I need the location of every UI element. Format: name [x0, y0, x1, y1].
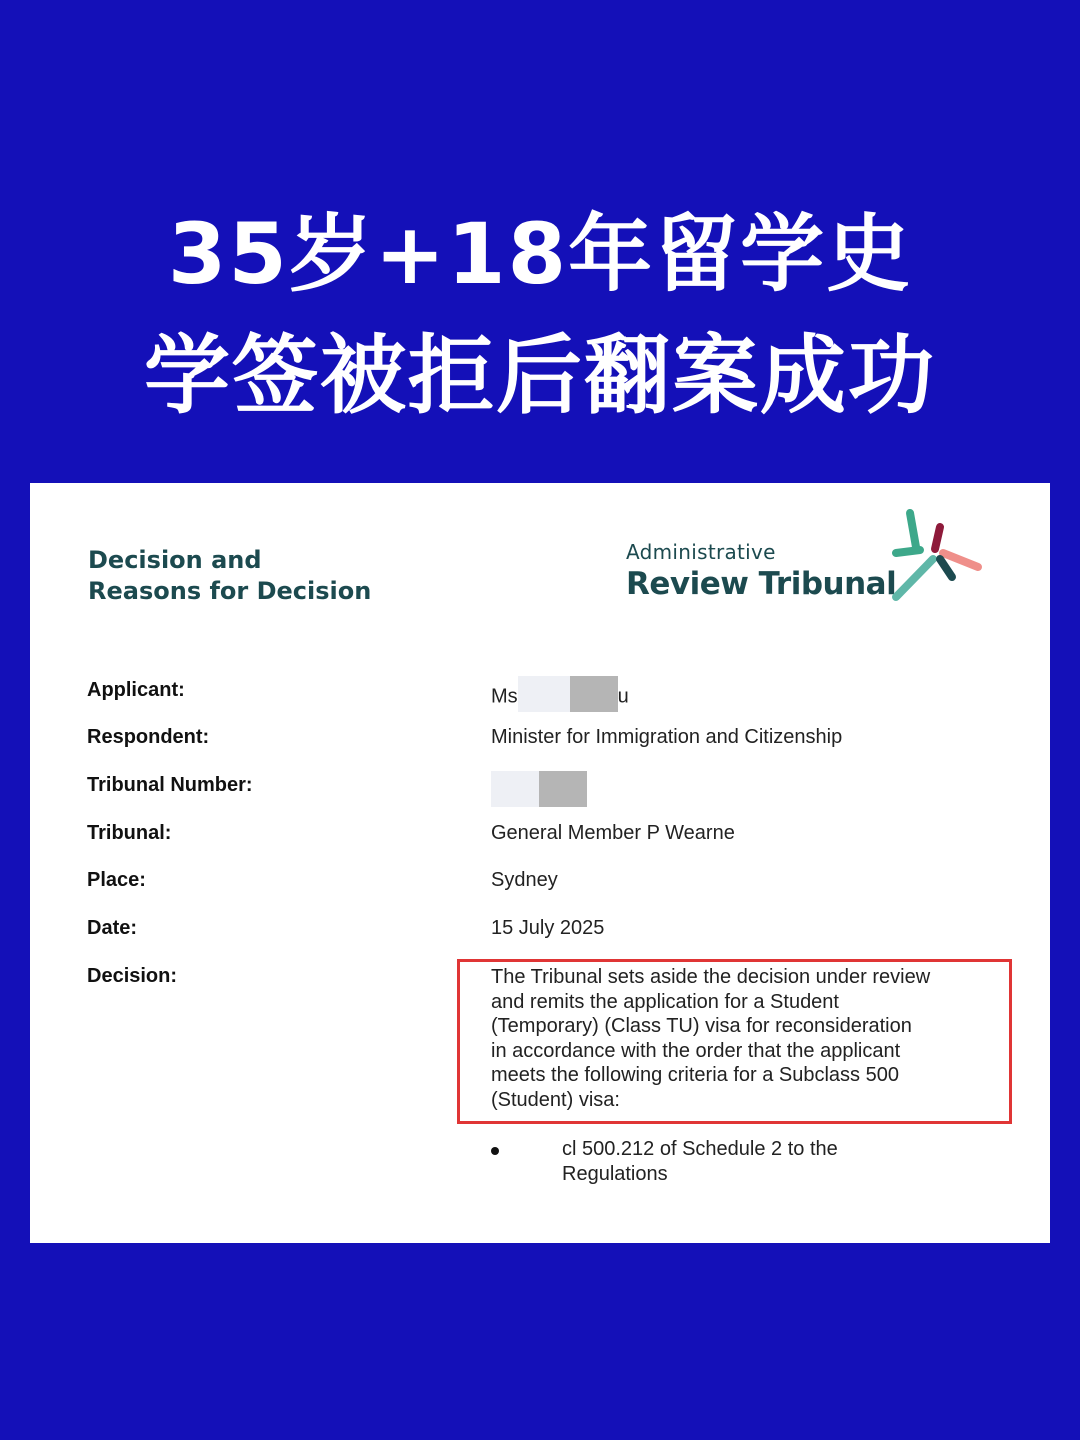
decision-line: in accordance with the order that the applicant [491, 1039, 901, 1062]
decision-text [491, 965, 981, 1113]
redaction-block [518, 676, 570, 712]
applicant-name-prefix: Ms [491, 685, 518, 708]
bullet-icon [491, 1147, 499, 1155]
decision-line: meets the following criteria for a Subclass 500 [491, 1064, 899, 1087]
criteria-line-2: Regulations [562, 1162, 668, 1185]
document-title [88, 545, 371, 607]
decision-criteria-item [562, 1137, 892, 1186]
redaction-block [570, 676, 618, 712]
tribunal-logo-text [626, 539, 896, 603]
tribunal-number-row [30, 774, 1050, 804]
headline-line-2: 学签被拒后翻案成功 [144, 326, 936, 426]
art-tribunal-logo-icon [888, 507, 988, 612]
logo-line-1: Administrative [626, 540, 776, 564]
redaction-block [539, 771, 587, 807]
applicant-name-suffix: u [617, 685, 629, 708]
decision-label: Decision: [87, 965, 178, 987]
redaction-block [491, 771, 539, 807]
decision-line: (Student) visa: [491, 1088, 620, 1111]
respondent-value: Minister for Immigration and Citizenship [491, 726, 843, 748]
place-row [30, 869, 1050, 899]
applicant-value [491, 679, 629, 715]
tribunal-value: General Member P Wearne [491, 822, 735, 844]
tribunal-label: Tribunal: [87, 822, 172, 844]
criteria-line-1: cl 500.212 of Schedule 2 to the [562, 1138, 838, 1160]
date-row [30, 917, 1050, 947]
document-title-line-1: Decision and [88, 546, 262, 574]
decision-line: The Tribunal sets aside the decision under review [491, 966, 931, 988]
tribunal-row [30, 822, 1050, 852]
decision-line: (Temporary) (Class TU) visa for reconsideration [491, 1015, 912, 1038]
respondent-label: Respondent: [87, 726, 210, 748]
tribunal-number-label: Tribunal Number: [87, 774, 253, 796]
place-value: Sydney [491, 869, 558, 891]
headline-line-1: 35岁+18年留学史 [167, 205, 913, 303]
decision-line: and remits the application for a Student [491, 990, 839, 1013]
respondent-row [30, 726, 1050, 756]
applicant-row [30, 679, 1050, 709]
date-label: Date: [87, 917, 138, 939]
applicant-label: Applicant: [87, 679, 185, 701]
place-label: Place: [87, 869, 146, 891]
decision-document [30, 483, 1050, 1243]
date-value: 15 July 2025 [491, 917, 605, 939]
tribunal-number-value [491, 774, 587, 810]
document-title-line-2: Reasons for Decision [88, 577, 372, 605]
logo-line-2: Review Tribunal [626, 566, 897, 602]
